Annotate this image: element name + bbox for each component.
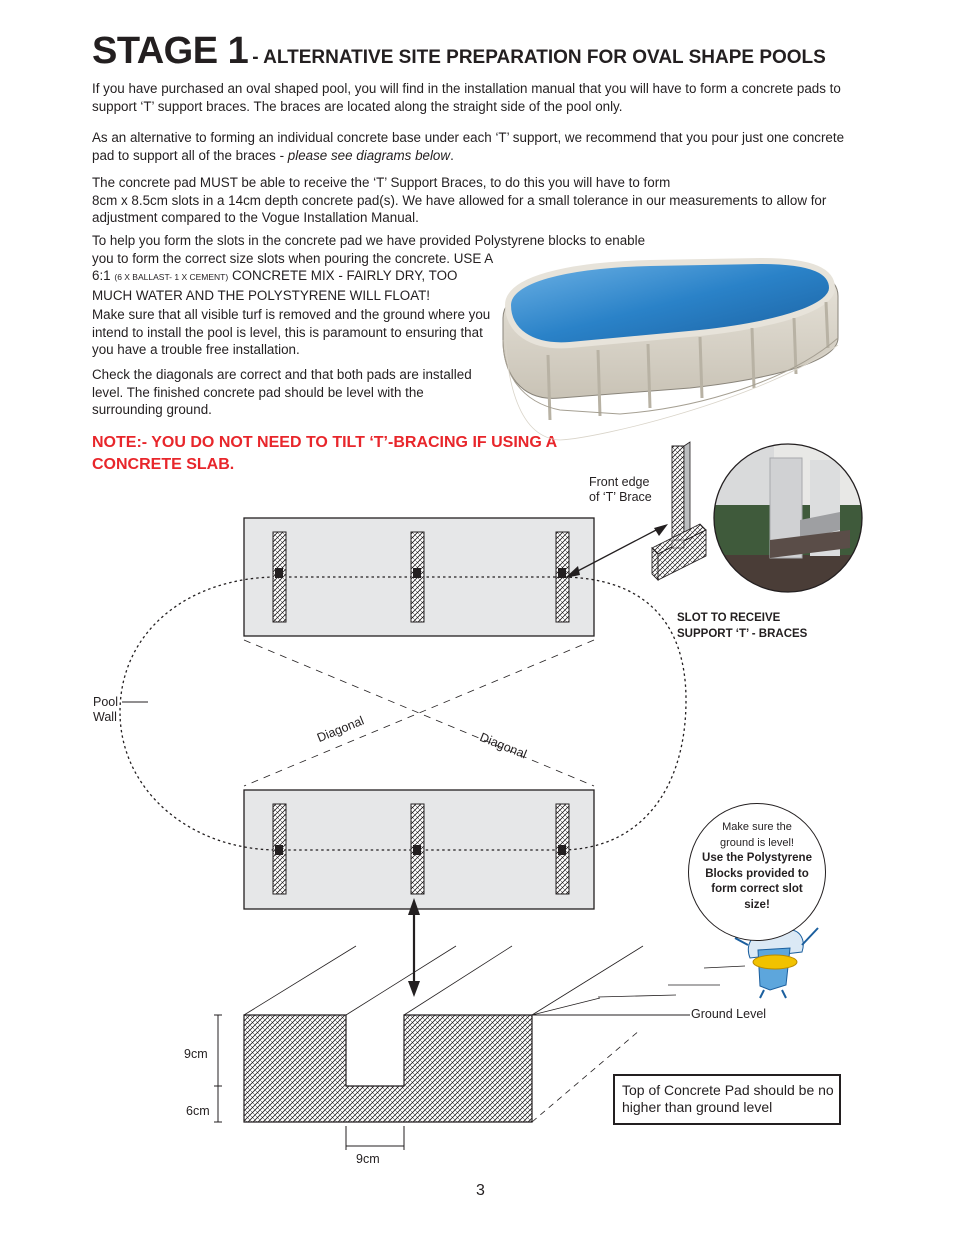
t-brace-illustration bbox=[652, 442, 706, 580]
diagonal-paragraph: Check the diagonals are correct and that both pads are installed level. The finished concrete pad should be level with the surrounding ground. bbox=[92, 367, 472, 417]
slot-photo-inset bbox=[714, 444, 862, 595]
pool-wall-line1: Pool bbox=[93, 695, 119, 709]
pool-illustration bbox=[503, 261, 838, 440]
pool-wall-line2: Wall bbox=[93, 709, 117, 724]
slot-label-line1: SLOT TO RECEIVE bbox=[677, 612, 781, 624]
slot-text-line1: The concrete pad MUST be able to receive the ‘T’ Support Braces, to do this you will have to form bbox=[92, 175, 671, 190]
mix-detail: (6 X BALLAST- 1 X CEMENT) bbox=[114, 272, 229, 282]
tilt-note: NOTE:- YOU DO NOT NEED TO TILT ‘T’-BRACING IF USING A CONCRETE SLAB. bbox=[92, 434, 557, 473]
polystyrene-text: To help you form the slots in the concrete pad we have provided Polystyrene blocks to enable you to form the correct size slots when pouring the concrete. USE A bbox=[92, 233, 646, 266]
slot-text-line2: 8cm x 8.5cm slots in a 14cm depth concrete pad(s). We have allowed for a small tolerance in our measurements to allow for adjustment compared to the Vogue Installation Manual. bbox=[92, 192, 827, 225]
slot-label-line2: SUPPORT ‘T’ - BRACES bbox=[677, 628, 808, 640]
front-edge-label bbox=[589, 475, 652, 504]
front-edge-line1: Front edge bbox=[589, 475, 650, 489]
intro-paragraph: If you have purchased an oval shaped pool, you will find in the installation manual that you will have to form a concrete pads to support ‘T’ support braces. The braces are located along the straight side of the pool only. bbox=[92, 81, 841, 114]
diagonal-label-right: Diagonal bbox=[477, 730, 529, 762]
perspective-lines bbox=[244, 946, 745, 1015]
diagonal-label-left: Diagonal bbox=[315, 713, 366, 745]
front-edge-line2: of ‘T’ Brace bbox=[589, 489, 652, 504]
stage-heading: STAGE 1 bbox=[92, 30, 249, 72]
mix-ratio: 6:1 bbox=[92, 268, 111, 283]
alternative-end: . bbox=[450, 147, 454, 163]
dim-6cm: 6cm bbox=[186, 1104, 210, 1118]
page-number: 3 bbox=[476, 1182, 485, 1199]
pool-wall-label bbox=[93, 695, 118, 724]
diagram-reference: please see diagrams below bbox=[287, 147, 451, 163]
mix-warning: CONCRETE MIX - FAIRLY DRY, TOO bbox=[231, 268, 458, 283]
mix-warning-end: MUCH WATER AND THE POLYSTYRENE WILL FLOAT! bbox=[92, 287, 431, 303]
concrete-cross-section bbox=[244, 1015, 532, 1122]
callout-line1: Make sure the ground is level! bbox=[720, 821, 794, 849]
turf-paragraph: Make sure that all visible turf is removed and the ground where you intend to install the pool is level, this is paramount to ensuring that you have a trouble free installation. bbox=[92, 307, 491, 357]
ground-level-note: Top of Concrete Pad should be no higher than ground level bbox=[613, 1074, 841, 1125]
slot-label bbox=[677, 610, 807, 642]
callout-line2: Use the Polystyrene Blocks provided to form correct slot size! bbox=[702, 852, 812, 911]
alternative-text: As an alternative to forming an individual concrete base under each ‘T’ support, we recommend that you pour just one concrete pad to support all of the braces - bbox=[92, 130, 845, 163]
dim-9cm-vertical: 9cm bbox=[184, 1047, 208, 1061]
stage-subtitle: - ALTERNATIVE SITE PREPARATION FOR OVAL SHAPE POOLS bbox=[252, 47, 826, 68]
section-arrow bbox=[408, 898, 420, 997]
ground-level-label: Ground Level bbox=[691, 1007, 767, 1021]
level-ground-callout bbox=[688, 803, 826, 941]
dim-9cm-horizontal: 9cm bbox=[356, 1152, 380, 1166]
